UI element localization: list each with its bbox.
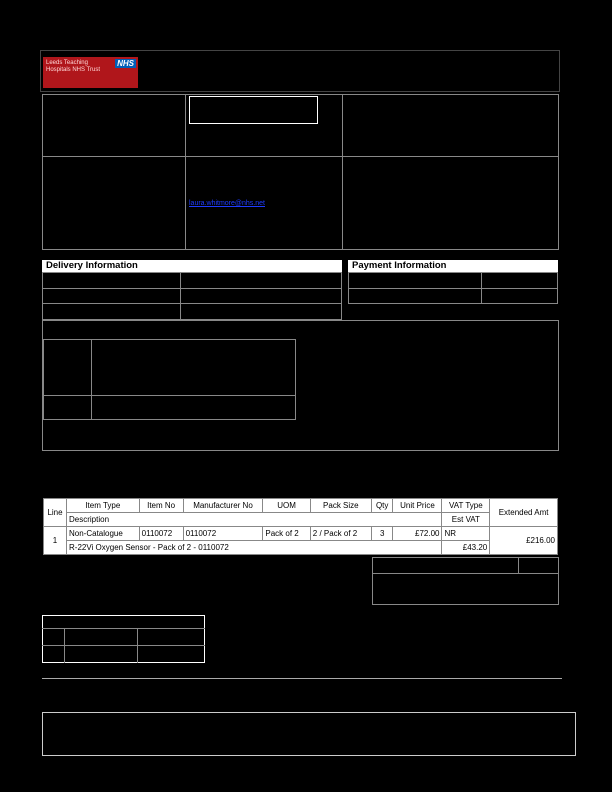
cell-manufacturer-no: 0110072 (183, 527, 263, 541)
col-divider (481, 272, 482, 304)
header-frame (40, 50, 560, 92)
row-divider (348, 288, 558, 289)
cell-description: R-22Vi Oxygen Sensor - Pack of 2 - 0110072 (67, 541, 442, 555)
table-row (44, 541, 558, 555)
header-description: Description (67, 513, 442, 527)
row-divider (42, 303, 342, 304)
table-header-row (44, 499, 558, 513)
col-divider (91, 339, 92, 420)
header-qty: Qty (371, 499, 393, 513)
grid-divider (42, 156, 559, 157)
header-vat-type: VAT Type (442, 499, 490, 513)
cell-unit-price: £72.00 (393, 527, 442, 541)
footer-separator (42, 678, 562, 679)
col-divider (64, 628, 65, 663)
order-number-box (189, 96, 318, 124)
supplier-email-link[interactable]: laura.whitmore@nhs.net (189, 200, 265, 207)
payment-info-header: Payment Information (348, 260, 558, 272)
header-uom: UOM (263, 499, 310, 513)
grid-divider (185, 94, 186, 250)
cell-item-no: 0110072 (139, 527, 183, 541)
col-divider (180, 272, 181, 320)
header-line: Line (44, 499, 67, 527)
header-unit-price: Unit Price (393, 499, 442, 513)
header-pack-size: Pack Size (310, 499, 371, 513)
order-items-table (43, 498, 558, 555)
table-row (44, 527, 558, 541)
row-divider (43, 395, 296, 396)
row-divider (372, 573, 559, 574)
cell-uom: Pack of 2 (263, 527, 310, 541)
row-divider (42, 288, 342, 289)
grid-divider (342, 94, 343, 250)
table-header-row (44, 513, 558, 527)
cell-pack-size: 2 / Pack of 2 (310, 527, 371, 541)
cell-qty: 3 (371, 527, 393, 541)
row-divider (42, 628, 205, 629)
row-divider (42, 645, 205, 646)
nhs-badge: NHS (117, 59, 134, 68)
header-manufacturer-no: Manufacturer No (183, 499, 263, 513)
header-est-vat: Est VAT (442, 513, 490, 527)
cell-extended-amt: £216.00 (490, 527, 558, 555)
col-divider (137, 628, 138, 663)
header-extended-amt: Extended Amt (490, 499, 558, 527)
contact-table (43, 339, 296, 420)
header-item-no: Item No (139, 499, 183, 513)
delivery-info-table (42, 272, 342, 320)
header-item-type: Item Type (67, 499, 140, 513)
cell-vat-type: NR (442, 527, 490, 541)
delivery-info-header: Delivery Information (42, 260, 342, 272)
logo-org-text: Leeds Teaching Hospitals NHS Trust (46, 60, 101, 73)
cell-est-vat: £43.20 (442, 541, 490, 555)
totals-box (372, 557, 559, 605)
cell-item-type: Non-Catalogue (67, 527, 140, 541)
authorisation-table (42, 615, 205, 663)
col-divider (518, 557, 519, 573)
footer-box (42, 712, 576, 756)
cell-line: 1 (44, 527, 67, 555)
